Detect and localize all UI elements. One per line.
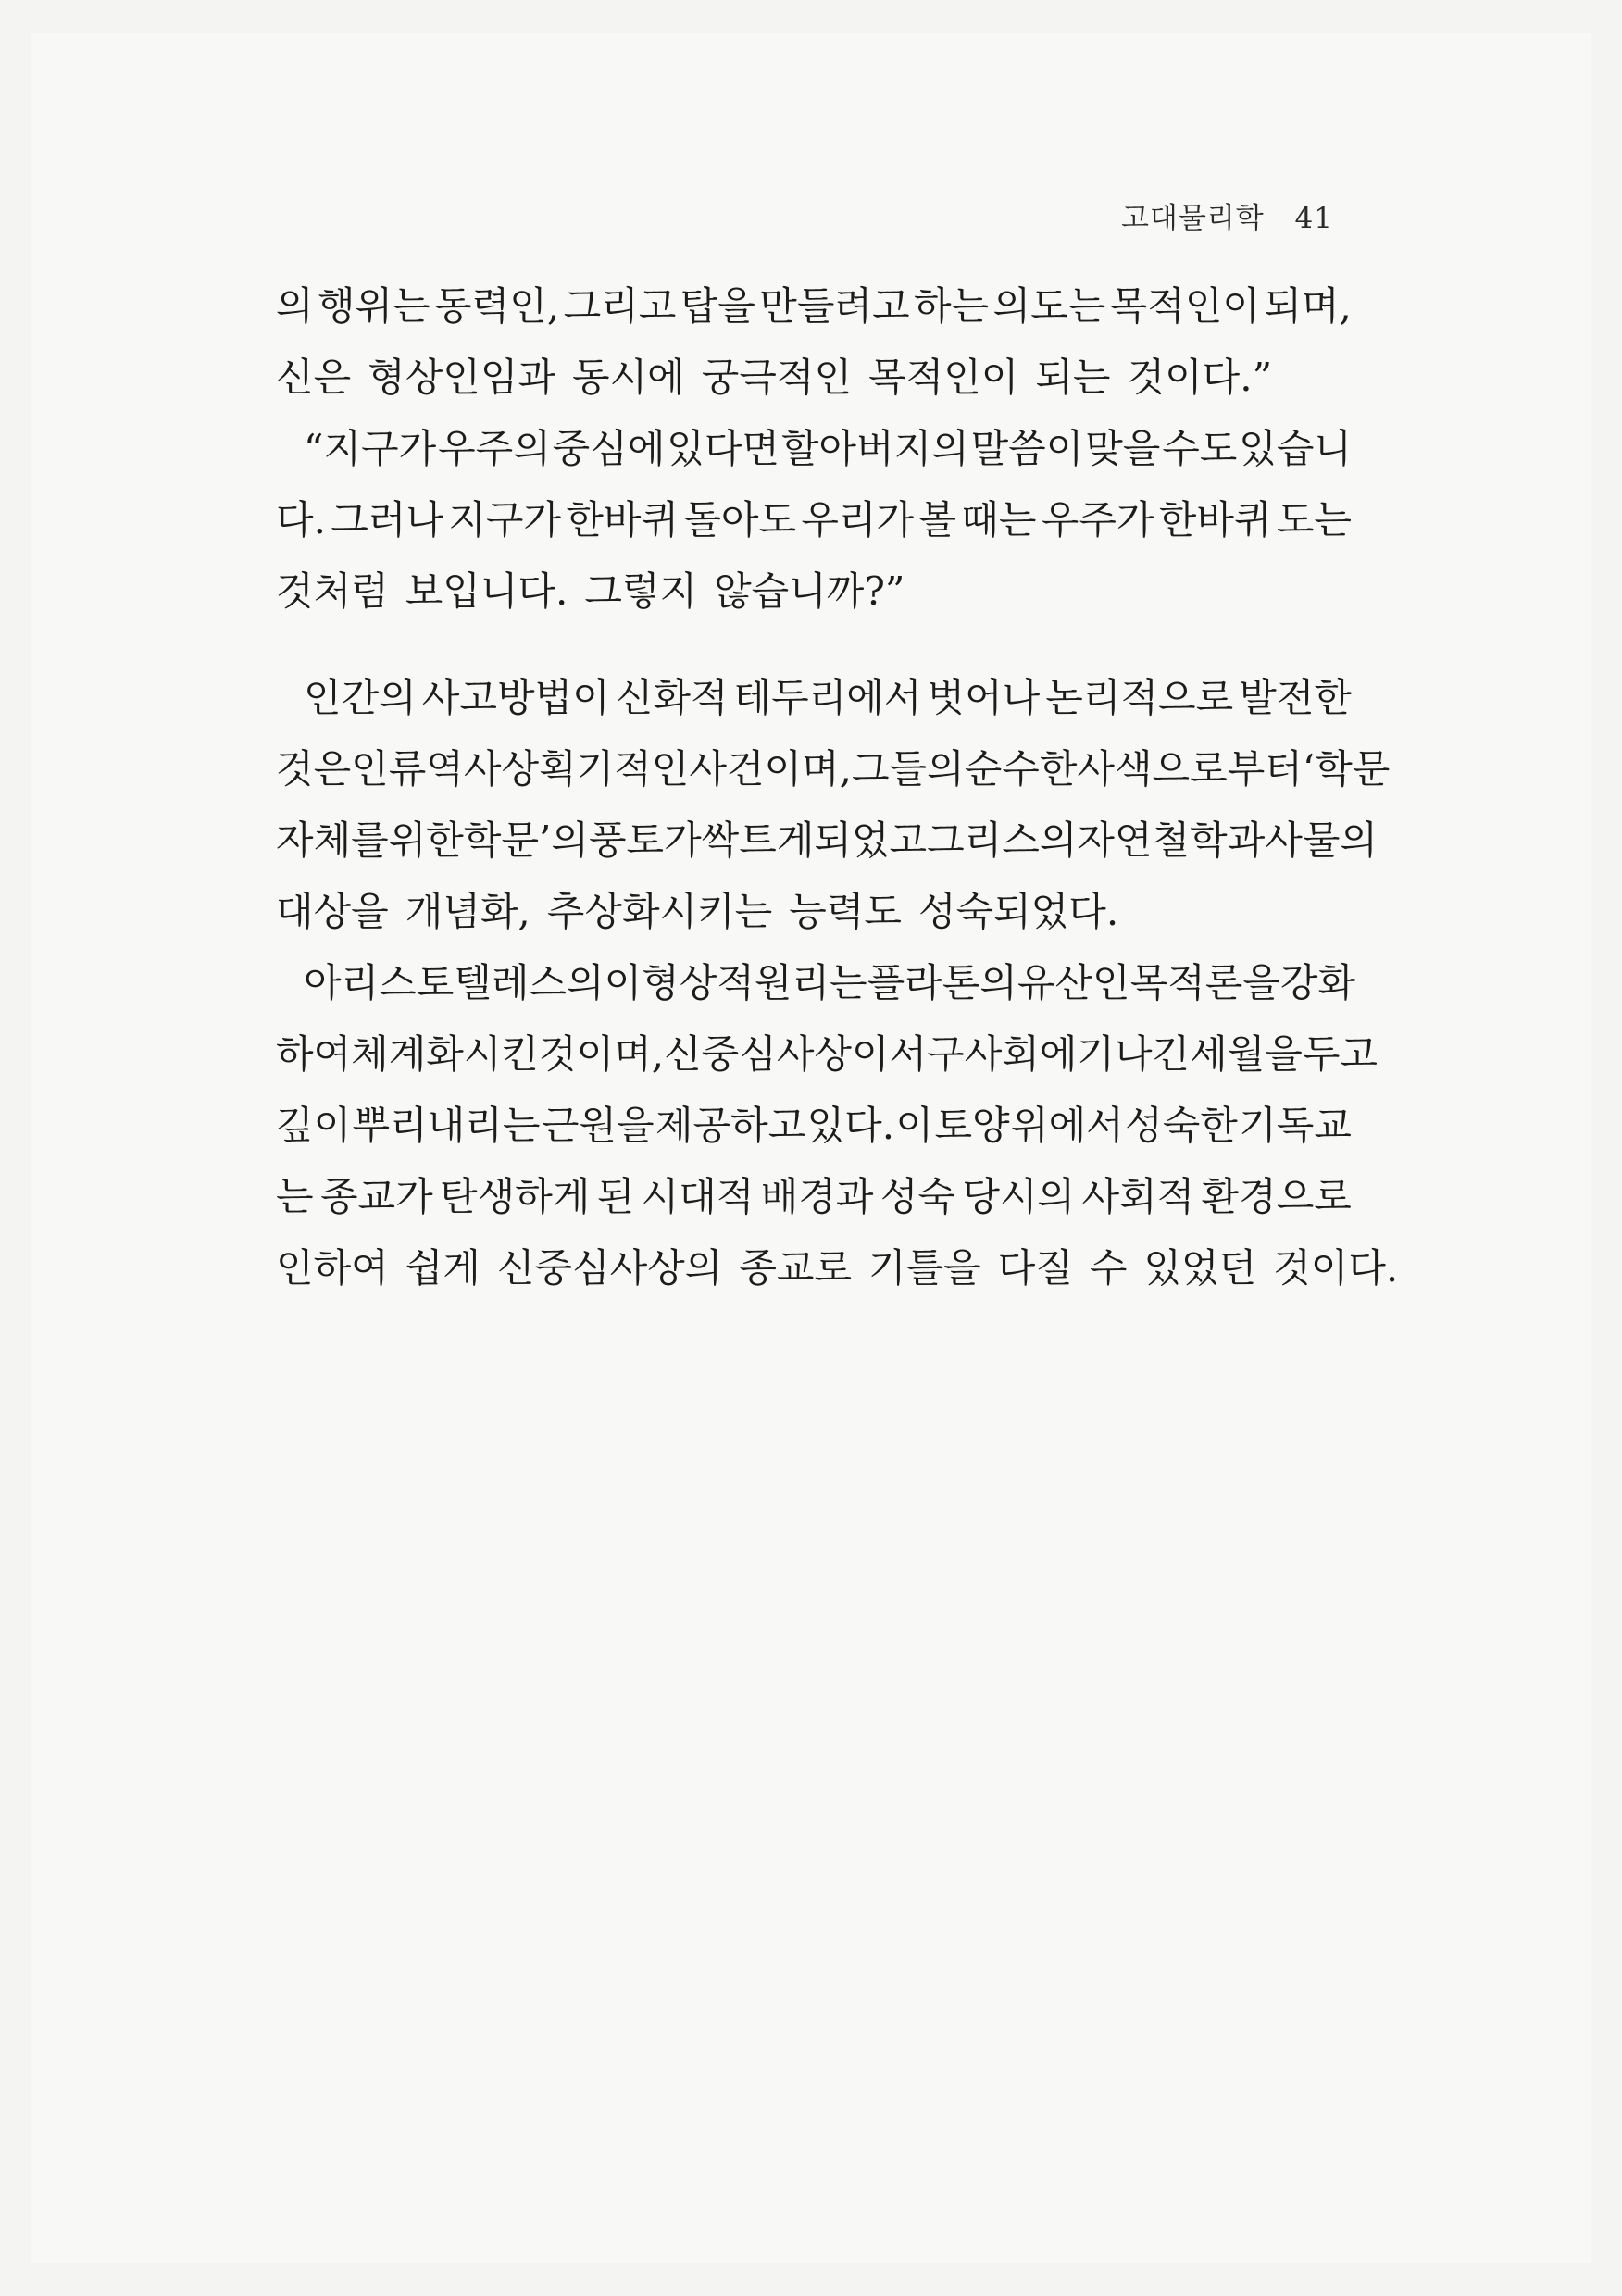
paragraph	[276, 270, 1352, 413]
text-line: 인하여 쉽게 신중심사상의 종교로 기틀을 다질 수 있었던 것이다.	[276, 1245, 1399, 1291]
text-line: 깊이 뿌리내리는 근원을 제공하고 있다. 이 토양 위에서 성숙한 기독교	[276, 1103, 1352, 1148]
text-line: 자체를 위한 학문’의 풍토가 싹트게 되었고 그리스의 자연철학과 사물의	[276, 817, 1378, 863]
text-block-bottom	[276, 662, 1399, 1304]
text-block-top	[276, 270, 1352, 627]
text-line: 것처럼 보입니다. 그렇지 않습니까?”	[276, 568, 905, 614]
paragraph	[276, 947, 1399, 1304]
page-number: 41	[1294, 202, 1333, 235]
text-line: 는 종교가 탄생하게 된 시대적 배경과 성숙 당시의 사회적 환경으로	[276, 1174, 1352, 1219]
text-line: 하여 체계화시킨 것이며, 신중심사상이 서구사회에 기나긴 세월을 두고	[276, 1031, 1379, 1077]
text-line: 인간의 사고방법이 신화적 테두리에서 벗어나 논리적으로 발전한	[304, 675, 1352, 720]
text-line: 아리스토텔레스의 이 형상적 원리는 플라톤의 유산인 목적론을 강화	[304, 960, 1356, 1005]
text-line: “지구가 우주의 중심에 있다면 할아버지의 말씀이 맞을 수도 있습니	[304, 426, 1352, 471]
running-head	[1121, 194, 1333, 236]
text-line: 대상을 개념화, 추상화시키는 능력도 성숙되었다.	[276, 889, 1119, 934]
paragraph	[276, 662, 1391, 947]
text-line: 것은 인류역사상 획기적인 사건이며, 그들의 순수한 사색으로부터 ‘학문	[276, 746, 1391, 792]
paragraph	[276, 413, 1352, 627]
text-line: 다. 그러나 지구가 한바퀴 돌아도 우리가 볼 때는 우주가 한바퀴 도는	[276, 497, 1352, 543]
text-line: 의 행위는 동력인, 그리고 탑을 만들려고 하는 의도는 목적인이 되며,	[276, 283, 1352, 329]
text-line: 신은 형상인임과 동시에 궁극적인 목적인이 되는 것이다.”	[276, 355, 1273, 400]
chapter-title: 고대물리학	[1120, 202, 1265, 235]
